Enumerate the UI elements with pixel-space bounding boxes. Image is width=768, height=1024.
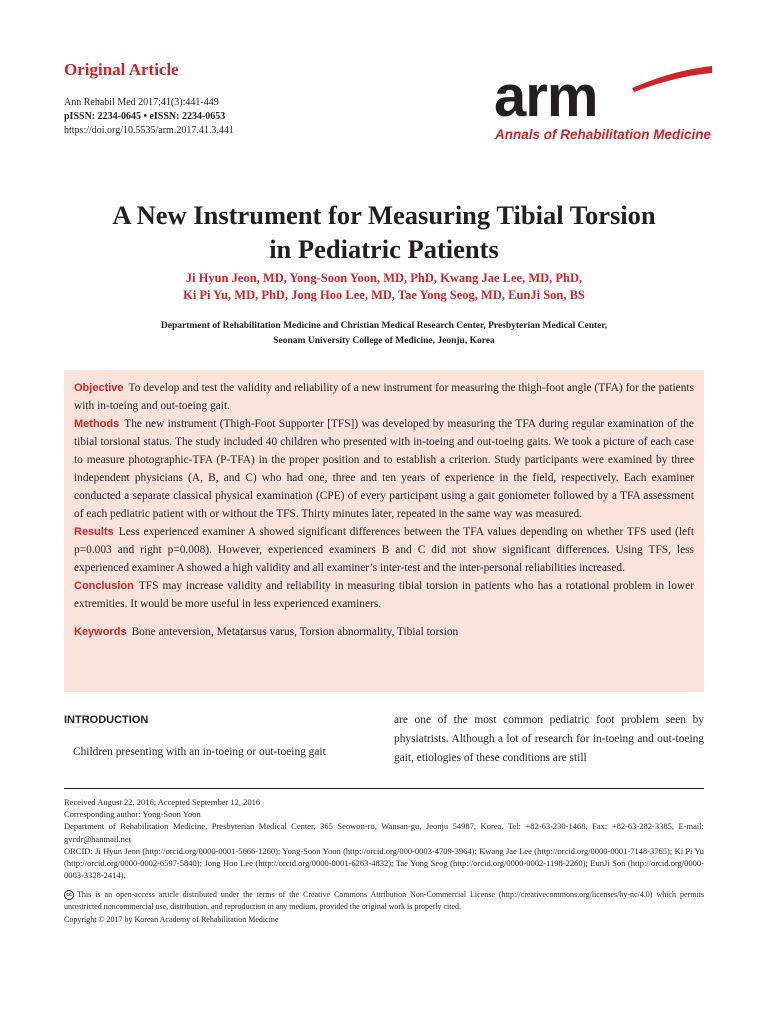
results-heading: Results <box>74 526 114 538</box>
corresponding-address: Department of Rehabilitation Medicine, Presbyterian Medical Center, 365 Seowon-ro, Wansan-gu, Jeonju 54987, Korea. Tel: +82-63-230-1468, Fax: +82-63-282-3385, E-mail: gvcdr@hanmail.net <box>64 821 704 844</box>
authors-line-2: Ki Pi Yu, MD, PhD, Jong Hoo Lee, MD, Tae Yong Seog, MD, EunJi Son, BS <box>183 288 585 302</box>
license-block <box>64 889 704 926</box>
abstract-keywords <box>74 623 694 641</box>
logo-text: arm <box>494 66 598 129</box>
creative-commons-icon: cc <box>64 890 74 900</box>
received-date: Received August 22, 2016; Accepted September 12, 2016 <box>64 797 261 807</box>
methods-text: The new instrument (Thigh-Foot Supporter [TFS]) was developed by measuring the TFA during regular examination of the tibial torsional status. The study included 40 children who presented with in-toeing and out-toeing gaits. We took a picture of each case to measure photographic-TFA (P-TFA) in the proper position and to establish a criterion. Study participants were examined by three independent physicians (A, B, and C) who had one, three and ten years of experience in the field, respectively. Each examiner conducted a separate classical physical examination (CPE) of every participant using a gait goniometer followed by a TFA assessment of each pediatric patient with or without the TFS. Thirty minutes later, repeated in the same way was measured. <box>74 418 694 520</box>
citation-block <box>64 96 234 138</box>
abstract-box <box>64 370 704 692</box>
keywords-heading: Keywords <box>74 626 127 638</box>
objective-text: To develop and test the validity and reliability of a new instrument for measuring the thigh-foot angle (TFA) for the patients with in-toeing and out-toeing gait. <box>74 382 694 412</box>
article-type-label: Original Article <box>64 60 179 79</box>
affiliation <box>0 319 768 349</box>
issn: pISSN: 2234-0645 • eISSN: 2234-0653 <box>64 111 226 122</box>
doi-link[interactable]: https://doi.org/10.5535/arm.2017.41.3.441 <box>64 125 234 136</box>
abstract-methods <box>74 415 694 523</box>
copyright: Copyright © 2017 by Korean Academy of Rehabilitation Medicine <box>64 915 279 924</box>
license-text: This is an open-access article distributed under the terms of the Creative Commons Attribution Non-Commercial License (http://creativecommons.org/licenses/by-nc/4.0) which permits unrestricted noncommercial use, distribution, and reproduction in any medium, provided the original work is properly cited. <box>64 890 704 911</box>
title-line-1: A New Instrument for Measuring Tibial Torsion <box>112 200 656 230</box>
introduction-heading: INTRODUCTION <box>64 714 149 726</box>
methods-heading: Methods <box>74 418 120 430</box>
logo-subtitle: Annals of Rehabilitation Medicine <box>495 127 712 142</box>
logo-swoosh-icon <box>632 66 712 92</box>
abstract-conclusion <box>74 577 694 613</box>
author-list <box>0 270 768 304</box>
intro-column-right: are one of the most common pediatric foot problem seen by physiatrists. Although a lot of research for in-toeing and out-toeing gait, etiologies of these conditions are still <box>394 714 704 764</box>
abstract-objective <box>74 379 694 415</box>
objective-heading: Objective <box>74 382 124 394</box>
footnotes <box>64 796 704 881</box>
affiliation-line-1: Department of Rehabilitation Medicine and Christian Medical Research Center, Presbyterian Medical Center, <box>160 321 608 331</box>
conclusion-heading: Conclusion <box>74 580 134 592</box>
intro-column-left: Children presenting with an in-toeing or out-toeing gait <box>73 746 326 758</box>
affiliation-line-2: Seonam University College of Medicine, Jeonju, Korea <box>273 336 495 346</box>
corresponding-author: Corresponding author: Yong-Soon Yoon <box>64 809 201 820</box>
license-text-row <box>64 889 704 912</box>
authors-line-1: Ji Hyun Jeon, MD, Yong-Soon Yoon, MD, PhD, Kwang Jae Lee, MD, PhD, <box>185 271 583 285</box>
abstract-results <box>74 523 694 577</box>
results-text: Less experienced examiner A showed significant differences between the TFA values depending on whether TFS used (left p=0.003 and right p=0.008). However, experienced examiners B and C did not show significant differences. Using TFS, less experienced examiner A showed a high validity and all examiner’s inter-test and the inter-personal reliabilities increased. <box>74 526 694 574</box>
arm-journal-logo <box>494 66 714 146</box>
article-title <box>0 198 768 266</box>
title-line-2: in Pediatric Patients <box>269 234 499 264</box>
conclusion-text: TFS may increase validity and reliability in measuring tibial torsion in patients who has a rotational problem in lower extremities. It would be more useful in less experienced examiners. <box>74 580 694 610</box>
orcid-list: ORCID: Ji Hyun Jeon (http://orcid.org/0000-0001-5666-1260); Yong-Soon Yoon (http://orcid.org/000-0003-4709-3964); Kwang Jae Lee (http://orcid.org/0000-0001-7148-3765); Ki Pi Yu (http://orcid.org/0000-0002-6597-5840); Jong Hoo Lee (http://orcid.org/0000-0001-6263-4832); Tae Yong Seog (http://orcid.org/0000-0002-1198-2260); EunJi Son (http://orcid.org/0000-0003-3328-2414). <box>64 845 704 881</box>
keywords-text: Bone anteversion, Metatarsus varus, Torsion abnormality, Tibial torsion <box>131 626 459 638</box>
journal-citation: Ann Rehabil Med 2017;41(3):441-449 <box>64 97 219 108</box>
footnote-divider <box>64 788 704 789</box>
